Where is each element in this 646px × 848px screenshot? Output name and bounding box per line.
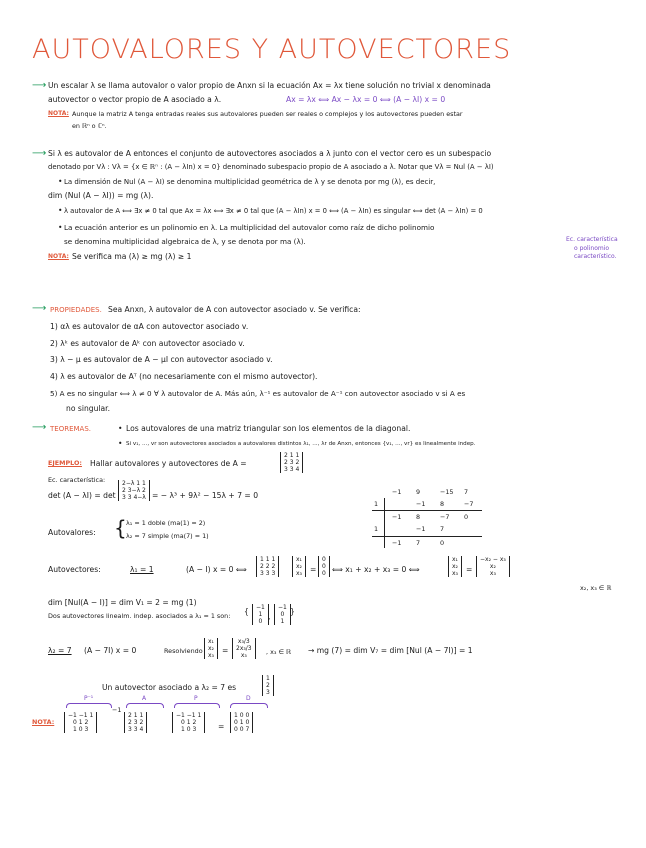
ruffini-cell: −7 (464, 500, 474, 508)
ruffini-table (372, 488, 492, 550)
ruffini-cell: −7 (440, 513, 450, 521)
vector-solution1 (476, 556, 510, 577)
intro-line1: Un escalar λ se llama autovalor o valor propio de Anxn si la ecuación Ax = λx tiene solución no trivial x denominada (48, 81, 491, 90)
prop-item-5: 5) A es no singular ⟺ λ ≠ 0 ∀ λ autovalor de A. Más aún, λ⁻¹ es autovalor de A⁻¹ con autovector asociado v si A es (50, 389, 466, 398)
matrix-det (118, 480, 150, 501)
matrix-A2-row: 3 3 4 (128, 726, 144, 733)
props-label: PROPIEDADES. (50, 306, 102, 314)
matrix-A-row: 2 1 1 (284, 452, 300, 459)
vector-solution2-row: 2x₃/3 (236, 645, 252, 652)
intro-note-text2: en ℝⁿ o ℂⁿ. (72, 122, 107, 130)
matrix-P-row: −1 −1 1 (176, 712, 202, 719)
subspace-note-text: Se verifica ma (λ) ≥ mg (λ) ≥ 1 (72, 252, 192, 261)
brace-icon: { (114, 516, 127, 540)
arrow-icon: ⟶ (32, 148, 47, 159)
page-title: AUTOVALORES Y AUTOVECTORES (32, 34, 512, 65)
final-note-label: NOTA: (32, 718, 55, 726)
vector-x-row: x₃ (296, 570, 302, 577)
lambda2-label: λ₂ = 7 (48, 646, 72, 655)
vector-x (292, 556, 306, 577)
eigenvector-1-row: 1 (258, 611, 263, 618)
side-note2: o polinomio (574, 245, 610, 252)
note-label: NOTA: (48, 253, 69, 260)
eigenvector-3-row: 3 (266, 689, 270, 696)
lambda1-label: λ₁ = 1 (130, 565, 154, 574)
sol2-condition: , x₃ ∈ ℝ (266, 648, 292, 656)
theorem-1: Los autovalores de una matriz triangular son los elementos de la diagonal. (126, 424, 411, 433)
vector-x-row: x₁ (452, 556, 458, 563)
eigenvector-2-row: −1 (278, 604, 287, 611)
arrow-icon: ⟶ (32, 422, 47, 433)
matrix-P (172, 712, 205, 733)
matrix-M1-row: 1 1 1 (260, 556, 276, 563)
matrix-Pinv (64, 712, 97, 733)
matrix-det-row: 2 3−λ 2 (122, 487, 146, 494)
matrix-P-row: 0 1 2 (181, 719, 197, 726)
intro-line2a: autovector o vector propio de A asociado a λ. (48, 95, 222, 104)
indep-line: Dos autovectores linealm. indep. asociados a λ₁ = 1 son: (48, 612, 231, 620)
eigenvector-3-row: 1 (266, 675, 270, 682)
theorem-2: Si v₁, ..., vr son autovectores asociados a autovalores distintos λ₁, ..., λr de Anxn, entonces {v₁, ..., vr} es linealmente indep. (126, 441, 476, 447)
equals-sign: = (466, 565, 473, 574)
matrix-A (280, 452, 303, 473)
equals-sign: = (218, 722, 225, 731)
equals-sign: = (222, 646, 229, 655)
subspace-b3b: se denomina multiplicidad algebraica de λ, y se denota por ma (λ). (64, 237, 306, 246)
vector-solution2 (232, 638, 256, 659)
intro-equation: Ax = λx ⟺ Ax − λx = 0 ⟺ (A − λI) x = 0 (286, 95, 446, 104)
vector-zero (318, 556, 330, 577)
eq-lambda1: (A − I) x = 0 ⟺ (186, 565, 247, 574)
vector-zero-row: 0 (322, 563, 326, 570)
matrix-A2-row: 2 1 1 (128, 712, 144, 719)
ruffini-cell: −1 (392, 539, 402, 547)
eigenvector-3 (262, 675, 274, 696)
ruffini-cell: 0 (440, 539, 445, 547)
vector-solution1-row: −x₂ − x₃ (480, 556, 506, 563)
eigenvector-2-row: 1 (280, 618, 285, 625)
matrix-D-row: 0 0 7 (234, 726, 250, 733)
ruffini-cell: −1 (416, 525, 426, 533)
bullet-dot-icon: • (58, 177, 63, 186)
prop-item-1: 1) αλ es autovalor de αA con autovector asociado v. (50, 322, 249, 331)
ruffini-coef: 7 (464, 488, 469, 496)
eq-lambda1b: ⟺ x₁ + x₂ + x₃ = 0 ⟺ (332, 565, 420, 574)
matrix-M1-row: 3 3 3 (260, 570, 276, 577)
matrix-Pinv-row: 0 1 2 (73, 719, 89, 726)
matrix-det-row: 2−λ 1 1 (122, 480, 146, 487)
ruffini-cell: 7 (440, 525, 445, 533)
vector-x-row: x₂ (296, 563, 302, 570)
vector-x-row: x₁ (208, 638, 214, 645)
eigenvalue-1: λ₁ = 1 doble (ma(1) = 2) (126, 519, 206, 527)
matrix-A2-row: 2 3 2 (128, 719, 144, 726)
sol1-condition: x₂, x₃ ∈ ℝ (580, 584, 612, 592)
prop-item-4: 4) λ es autovalor de Aᵀ (no necesariamente con el mismo autovector). (50, 372, 318, 381)
eigenvector-1-row: −1 (256, 604, 265, 611)
side-note1: Ec. característica (566, 236, 618, 243)
dim-line: dim [Nul(A − I)] = dim V₁ = 2 = mg (1) (48, 598, 197, 607)
vector-x-row: x₂ (208, 645, 214, 652)
props-intro: Sea Anxn, λ autovalor de A con autovector asociado v. Se verifica: (108, 305, 361, 314)
arrow-icon: ⟶ (32, 80, 47, 91)
ruffini-coef: −1 (392, 488, 402, 496)
matrix-D-row: 0 1 0 (234, 719, 250, 726)
bullet-dot-icon: • (118, 424, 123, 433)
subspace-line2: denotado por Vλ : Vλ = {x ∈ ℝⁿ : (A − λIn) x = 0} denominado subespacio propio de A asociado a λ. Notar que Vλ = Nul (A − λI) (48, 163, 494, 171)
ruffini-root: 1 (374, 525, 379, 533)
subspace-b1a: La dimensión de Nul (A − λI) se denomina multiplicidad geométrica de λ y se denota por mg (λ), es decir, (64, 178, 436, 186)
det-left: det (A − λI) = det (48, 491, 116, 500)
matrix-det-row: 3 3 4−λ (122, 494, 146, 501)
subspace-b1b: dim (Nul (A − λI)) = mg (λ). (48, 191, 154, 200)
eigenvector-2 (274, 604, 291, 625)
autovectores-label: Autovectores: (48, 565, 101, 574)
ruffini-coef: 9 (416, 488, 421, 496)
comma-sep: , (268, 612, 271, 621)
theorems-label: TEOREMAS. (50, 425, 91, 433)
brace-icon: { (244, 607, 249, 616)
subspace-b3a: La ecuación anterior es un polinomio en λ. La multiplicidad del autovalor como raíz de dicho polinomio (64, 223, 435, 232)
ruffini-cell: 7 (416, 539, 421, 547)
label-pinv: P⁻¹ (84, 695, 94, 702)
ruffini-root: 1 (374, 500, 379, 508)
ruffini-coef: −15 (440, 488, 454, 496)
matrix-A2 (124, 712, 147, 733)
vector-solution2-row: x₃/3 (237, 638, 250, 645)
vector-x-row: x₃ (208, 652, 214, 659)
eigenvector-3-row: 2 (266, 682, 270, 689)
eigenvector-2-row: 0 (280, 611, 285, 618)
matrix-M1-row: 2 2 2 (260, 563, 276, 570)
equals-sign: = (310, 565, 317, 574)
vector-x-row: x₃ (452, 570, 458, 577)
vector-zero-row: 0 (322, 556, 326, 563)
arrow-icon: ⟶ (32, 303, 47, 314)
example-text: Hallar autovalores y autovectores de A = (90, 459, 247, 468)
prop-item-5b: no singular. (66, 404, 110, 413)
vector-x-row: x₁ (296, 556, 302, 563)
matrix-D (230, 712, 253, 733)
vector-zero-row: 0 (322, 570, 326, 577)
eigenvalue-2: λ₂ = 7 simple (ma(7) = 1) (126, 532, 209, 540)
side-note3: característico. (574, 253, 617, 260)
ruffini-cell: −1 (392, 513, 402, 521)
matrix-Pinv-row: −1 −1 1 (68, 712, 94, 719)
label-p: P (194, 695, 198, 702)
bullet-dot-icon: • (58, 223, 63, 232)
matrix-M1 (256, 556, 279, 577)
eq-lambda2: (A − 7I) x = 0 (84, 646, 137, 655)
one-vector-line: Un autovector asociado a λ₂ = 7 es (102, 683, 237, 692)
note-label: NOTA: (48, 110, 69, 117)
mg7-line: → mg (7) = dim V₇ = dim [Nul (A − 7I)] = 1 (308, 646, 473, 655)
resolviendo-label: Resolviendo (164, 647, 203, 655)
vector-x (204, 638, 218, 659)
vector-solution2-row: x₃ (240, 652, 247, 659)
subspace-line1: Si λ es autovalor de A entonces el conjunto de autovectores asociados a λ junto con el vector cero es un subespacio (48, 149, 492, 158)
ec-label: Ec. característica: (48, 476, 106, 484)
ruffini-cell: 0 (464, 513, 469, 521)
inverse-superscript: −1 (112, 706, 122, 714)
example-label: EJEMPLO: (48, 459, 82, 467)
label-d: D (246, 695, 251, 702)
ruffini-cell: 8 (416, 513, 421, 521)
prop-item-2: 2) λᵏ es autovalor de Aᵏ con autovector asociado v. (50, 339, 245, 348)
vector-x (448, 556, 462, 577)
ruffini-cell: 8 (440, 500, 445, 508)
bullet-dot-icon: • (58, 206, 63, 215)
label-a: A (142, 695, 147, 702)
det-right: = − λ³ + 9λ² − 15λ + 7 = 0 (152, 491, 259, 500)
matrix-Pinv-row: 1 0 3 (73, 726, 89, 733)
matrix-A-row: 3 3 4 (284, 466, 300, 473)
vector-solution1-row: x₂ (489, 563, 496, 570)
matrix-P-row: 1 0 3 (181, 726, 197, 733)
matrix-D-row: 1 0 0 (234, 712, 250, 719)
brace-close-icon: } (290, 607, 295, 616)
subspace-b2: λ autovalor de A ⟺ ∃x ≠ 0 tal que Ax = λx ⟺ ∃x ≠ 0 tal que (A − λIn) x = 0 ⟺ (A − λIn) es singular ⟺ det (A − λIn) = 0 (64, 207, 483, 215)
eigenvector-1 (252, 604, 269, 625)
prop-item-3: 3) λ − μ es autovalor de A − μI con autovector asociado v. (50, 355, 273, 364)
vector-solution1-row: x₃ (489, 570, 496, 577)
autovalores-label: Autovalores: (48, 528, 96, 537)
intro-note-text1: Aunque la matriz A tenga entradas reales sus autovalores pueden ser reales o complejos y los autovectores pueden estar (72, 110, 463, 118)
matrix-A-row: 2 3 2 (284, 459, 300, 466)
bullet-dot-icon: • (118, 439, 123, 448)
vector-x-row: x₂ (452, 563, 458, 570)
eigenvector-1-row: 0 (258, 618, 263, 625)
ruffini-cell: −1 (416, 500, 426, 508)
